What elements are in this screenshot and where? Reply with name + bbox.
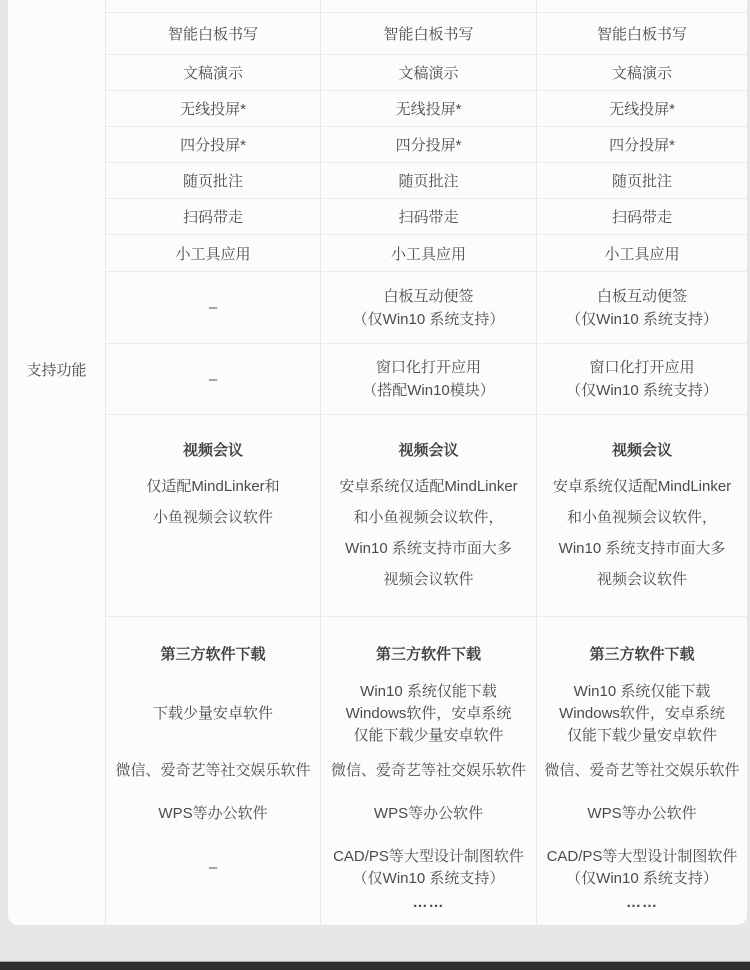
download-line: 微信、爱奇艺等社交娱乐软件 (544, 762, 740, 779)
video-support-line: 小鱼视频会议软件 (152, 509, 273, 526)
ellipsis-text: …… (412, 894, 445, 911)
feature-label: 文稿演示 (182, 65, 243, 82)
feature-cell-c1-r1 (106, 13, 320, 55)
feature-label: 小工具应用 (604, 245, 680, 263)
feature-label: 随页批注 (611, 173, 672, 190)
download-block (321, 760, 536, 782)
feature-note-line: – (208, 299, 218, 316)
feature-cell-c1-r6 (106, 199, 320, 235)
feature-cell-c3-r2 (537, 55, 747, 91)
feature-cell-c1-r7 (106, 235, 320, 272)
feature-cell-c3-r9 (537, 344, 747, 415)
feature-label: 扫码带走 (398, 209, 459, 226)
feature-cell-c1-r4 (106, 127, 320, 163)
feature-cell-c1-r2 (106, 55, 320, 91)
feature-cell-c2-r4 (321, 127, 536, 163)
video-support-line: Win10 系统支持市面大多 (558, 540, 726, 557)
section-title: 第三方软件下载 (589, 646, 695, 663)
feature-cell-c2-r3 (321, 91, 536, 127)
feature-note-line: – (208, 370, 218, 388)
feature-cell-c3-r10 (537, 415, 747, 617)
feature-cell-c1-r5 (106, 163, 320, 199)
video-support-line: 视频会议软件 (596, 571, 687, 588)
download-block (537, 803, 747, 825)
feature-cell-c2-r2 (321, 55, 536, 91)
feature-note-line: （仅Win10 系统支持） (566, 310, 718, 328)
feature-label: 扫码带走 (182, 209, 243, 226)
section-title: 第三方软件下载 (375, 646, 481, 663)
feature-cell-c1-r3 (106, 91, 320, 127)
feature-cell-c3-r11 (537, 617, 747, 925)
download-line: 仅能下载少量安卓软件 (353, 727, 504, 744)
page-bottom-bar (0, 961, 750, 970)
feature-cell-c2-r11 (321, 617, 536, 925)
feature-cell-c3-r6 (537, 199, 747, 235)
product-column-1 (105, 0, 320, 925)
feature-label: 无线投屏* (180, 101, 246, 118)
feature-cell-c2-r8 (321, 272, 536, 344)
feature-cell-c3-r1 (537, 13, 747, 55)
download-block (537, 681, 747, 747)
download-line: CAD/PS等大型设计制图软件 (333, 848, 524, 865)
download-line: 微信、爱奇艺等社交娱乐软件 (115, 762, 311, 779)
video-support-line: 安卓系统仅适配MindLinker (339, 478, 518, 495)
feature-label: 智能白板书写 (596, 26, 687, 43)
feature-label: 智能白板书写 (383, 26, 474, 43)
download-line: – (208, 859, 218, 876)
feature-cell-c1-r0 (106, 0, 320, 13)
section-title: 第三方软件下载 (160, 646, 266, 663)
feature-cell-c2-r9 (321, 344, 536, 415)
feature-note-line: 窗口化打开应用 (589, 359, 695, 376)
feature-note-line: 窗口化打开应用 (375, 359, 481, 376)
download-line: （仅Win10 系统支持） (352, 870, 505, 887)
section-title: 视频会议 (611, 442, 672, 459)
feature-note-line: （仅Win10 系统支持） (352, 310, 505, 328)
download-line: Windows软件，安卓系统 (559, 705, 725, 722)
feature-cell-c2-r6 (321, 199, 536, 235)
feature-cell-c2-r0 (321, 0, 536, 13)
download-line: （仅Win10 系统支持） (566, 870, 718, 887)
video-support-text (553, 471, 731, 595)
download-line: 微信、爱奇艺等社交娱乐软件 (330, 762, 526, 779)
feature-cell-c1-r10 (106, 415, 320, 617)
download-block (321, 846, 536, 890)
feature-note-line: 白板互动便签 (596, 287, 687, 305)
download-block (537, 846, 747, 890)
row-group-column (8, 0, 105, 925)
feature-cell-c3-r5 (537, 163, 747, 199)
download-block (106, 803, 320, 825)
video-support-line: 视频会议软件 (383, 571, 474, 588)
video-support-line: 和小鱼视频会议软件， (566, 509, 717, 526)
feature-label: 文稿演示 (611, 65, 672, 82)
download-line: 下载少量安卓软件 (152, 705, 273, 722)
feature-note-line: （搭配Win10模块） (362, 382, 495, 399)
feature-label: 四分投屏* (609, 137, 675, 154)
feature-cell-c1-r8 (106, 272, 320, 344)
download-block (106, 760, 320, 782)
download-block (106, 681, 320, 747)
feature-note-line: 白板互动便签 (383, 287, 474, 305)
download-line: WPS等办公软件 (587, 805, 697, 822)
download-line: WPS等办公软件 (373, 805, 484, 822)
feature-label: 无线投屏* (395, 101, 462, 118)
row-group-label: 支持功能 (26, 362, 87, 379)
download-block (321, 681, 536, 747)
video-support-line: 和小鱼视频会议软件， (353, 509, 504, 526)
feature-note-line: （仅Win10 系统支持） (566, 382, 718, 399)
download-block (321, 803, 536, 825)
section-title: 视频会议 (398, 442, 459, 459)
download-line: WPS等办公软件 (158, 805, 268, 822)
video-support-text (339, 471, 517, 595)
video-support-text (146, 471, 279, 533)
video-support-line: Win10 系统支持市面大多 (345, 540, 512, 557)
feature-label: 无线投屏* (609, 101, 675, 118)
download-block (106, 846, 320, 890)
feature-cell-c1-r9 (106, 344, 320, 415)
feature-cell-c2-r10 (321, 415, 536, 617)
download-line: Win10 系统仅能下载 (360, 683, 497, 700)
video-support-line: 仅适配MindLinker和 (146, 478, 280, 495)
feature-label: 四分投屏* (395, 137, 462, 154)
feature-cell-c1-r11 (106, 617, 320, 925)
feature-cell-c3-r7 (537, 235, 747, 272)
feature-cell-c2-r7 (321, 235, 536, 272)
feature-label: 小工具应用 (390, 245, 466, 263)
download-block (537, 760, 747, 782)
feature-comparison-card (8, 0, 747, 925)
product-column-3 (536, 0, 747, 925)
feature-label: 四分投屏* (180, 137, 246, 154)
product-column-2 (320, 0, 536, 925)
feature-cell-c3-r0 (537, 0, 747, 13)
feature-label: 扫码带走 (611, 209, 672, 226)
feature-label: 文稿演示 (398, 65, 459, 82)
download-line: CAD/PS等大型设计制图软件 (546, 848, 738, 865)
feature-label: 智能白板书写 (167, 26, 258, 43)
feature-cell-c3-r8 (537, 272, 747, 344)
download-line: Win10 系统仅能下载 (573, 683, 711, 700)
feature-cell-c3-r4 (537, 127, 747, 163)
section-title: 视频会议 (182, 442, 243, 459)
download-line: 仅能下载少量安卓软件 (566, 727, 717, 744)
feature-label: 小工具应用 (175, 245, 251, 263)
video-support-line: 安卓系统仅适配MindLinker (552, 478, 732, 495)
feature-columns (105, 0, 747, 925)
feature-cell-c2-r5 (321, 163, 536, 199)
download-line: Windows软件，安卓系统 (345, 705, 512, 722)
feature-cell-c2-r1 (321, 13, 536, 55)
feature-label: 随页批注 (398, 173, 459, 190)
feature-label: 随页批注 (182, 173, 243, 190)
feature-cell-c3-r3 (537, 91, 747, 127)
ellipsis-text: …… (626, 894, 658, 911)
